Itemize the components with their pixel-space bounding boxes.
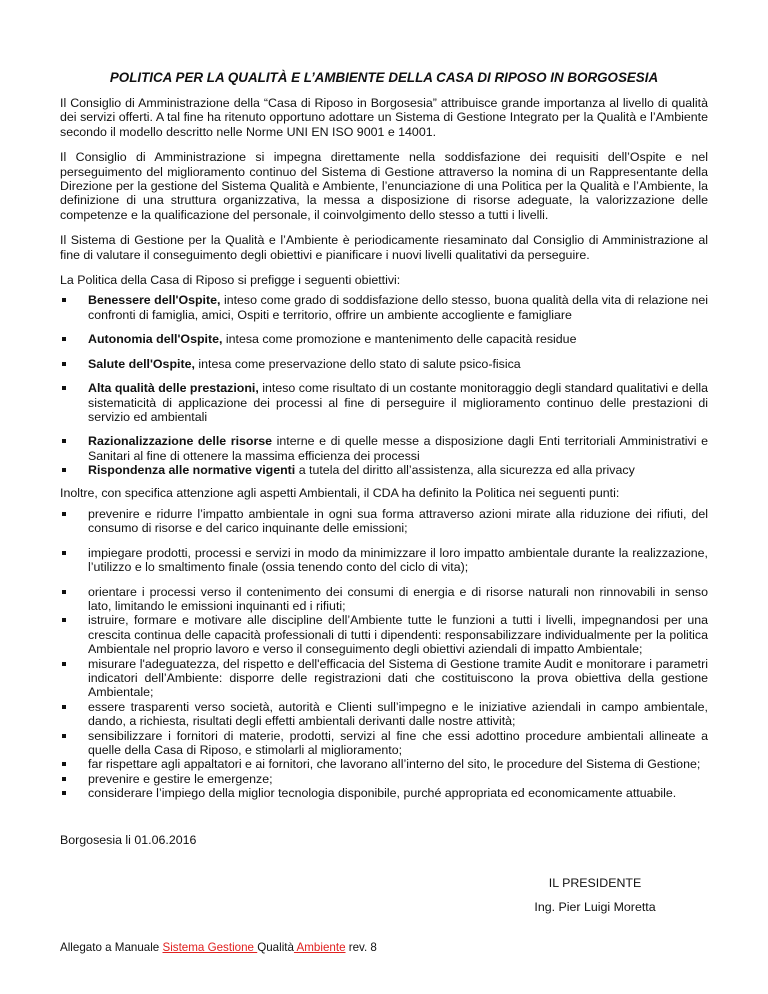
document-body xyxy=(60,96,708,847)
list-item: Razionalizzazione delle risorse interne e di quelle messe a disposizione dagli Enti territoriali Amministrativi e Sanitari al fine di ottenere la massima efficienza dei processi xyxy=(60,434,708,463)
objectives-intro: La Politica della Casa di Riposo si prefigge i seguenti obiettivi: xyxy=(60,273,401,288)
tracked-change: Sistema Gestione xyxy=(162,941,258,954)
objectives-list xyxy=(60,293,708,477)
list-item: misurare l'adeguatezza, del rispetto e dell'efficacia del Sistema di Gestione tramite Audit e monitorare i parametri indicatori dell’Ambiente: disporre delle registrazioni dati che costituiscono la prova obiettiva della gestione Ambientale; xyxy=(60,657,708,700)
signature-role: IL PRESIDENTE xyxy=(548,876,642,890)
intro-paragraph-2: Il Consiglio di Amministrazione si impegna direttamente nella soddisfazione dei requisiti dell’Ospite e nel perseguimento del miglioramento continuo del Sistema di Gestione attraverso la nomina di un Rappresentante della Direzione per la gestione del Sistema Qualità e Ambiente, l’enunciazione di una Politica per la Qualità e l’Ambiente, la definizione di una struttura organizzativa, la messa a disposizione di risorse adeguate, la valorizzazione delle competenze e la qualificazione del personale, il coinvolgimento dello stesso a tutti i livelli. xyxy=(60,150,708,222)
list-item: Alta qualità delle prestazioni, inteso come risultato di un costante monitoraggio degli standard qualitativi e della sistematicità di applicazione dei processi al fine di perseguire il miglioramento continuo delle prestazioni di servizio ed ambientali xyxy=(60,381,708,424)
tracked-change: Ambiente xyxy=(293,941,346,954)
list-item: Autonomia dell'Ospite, intesa come promozione e mantenimento delle capacità residue xyxy=(60,332,708,346)
list-item: considerare l’impiego della miglior tecnologia disponibile, purché appropriata ed economicamente attuabile. xyxy=(60,786,708,800)
list-item: essere trasparenti verso società, autorità e Clienti sull’impegno e le iniziative aziendali in campo ambientale, dando, a richiesta, risultati degli effetti ambientali derivanti dalle nostre attività; xyxy=(60,700,708,729)
page-footer: Allegato a Manuale Sistema Gestione Qualità Ambiente rev. 8 xyxy=(60,941,377,954)
intro-paragraph-1: Il Consiglio di Amministrazione della “Casa di Riposo in Borgosesia” attribuisce grande importanza al livello di qualità dei servizi offerti. A tal fine ha ritenuto opportuno adottare un Sistema di Gestione Integrato per la Qualità e l’Ambiente secondo il modello descritto nelle Norme UNI EN ISO 9001 e 14001. xyxy=(60,96,708,139)
list-item: prevenire e ridurre l’impatto ambientale in ogni sua forma attraverso azioni mirate alla riduzione dei rifiuti, del consumo di risorse e del carico inquinante delle emissioni; xyxy=(60,507,708,536)
list-item: impiegare prodotti, processi e servizi in modo da minimizzare il loro impatto ambientale durante la realizzazione, l’utilizzo e lo smaltimento finale (ossia tenendo conto del ciclo di vita); xyxy=(60,546,708,575)
list-item: prevenire e gestire le emergenze; xyxy=(60,772,708,786)
list-item: orientare i processi verso il contenimento dei consumi di energia e di risorse naturali non rinnovabili in senso lato, limitando le emissioni inquinanti ed i rifiuti; xyxy=(60,585,708,614)
date-line: Borgosesia li 01.06.2016 xyxy=(60,832,197,847)
signature-block xyxy=(510,876,680,915)
list-item: Benessere dell'Ospite, inteso come grado di soddisfazione dello stesso, buona qualità della vita di relazione nei confronti di famiglia, amici, Ospiti e territorio, offrire un ambiente accogliente e famigliare xyxy=(60,293,708,322)
list-item: istruire, formare e motivare alle discipline dell’Ambiente tutte le funzioni a tutti i livelli, impegnandosi per una crescita continua delle capacità professionali di tutti i dipendenti: responsabilizzare individualmente per la politica Ambientale nel proprio lavoro e verso il conseguimento degli obiettivi aziendali di impatto Ambientale; xyxy=(60,613,708,656)
environment-list xyxy=(60,507,708,801)
signature-name: Ing. Pier Luigi Moretta xyxy=(534,900,656,915)
intro-paragraph-3: Il Sistema di Gestione per la Qualità e l’Ambiente è periodicamente riesaminato dal Consiglio di Amministrazione al fine di valutare il conseguimento degli obiettivi e pianificare i nuovi livelli qualitativi da perseguire. xyxy=(60,233,708,262)
environment-intro: Inoltre, con specifica attenzione agli aspetti Ambientali, il CDA ha definito la Politica nei seguenti punti: xyxy=(60,485,620,500)
list-item: Salute dell'Ospite, intesa come preservazione dello stato di salute psico-fisica xyxy=(60,357,708,371)
list-item: Rispondenza alle normative vigenti a tutela del diritto all’assistenza, alla sicurezza ed alla privacy xyxy=(60,463,708,477)
document-title: POLITICA PER LA QUALITÀ E L’AMBIENTE DELLA CASA DI RIPOSO IN BORGOSESIA xyxy=(109,70,659,85)
list-item: far rispettare agli appaltatori e ai fornitori, che lavorano all’interno del sito, le procedure del Sistema di Gestione; xyxy=(60,757,708,771)
list-item: sensibilizzare i fornitori di materie, prodotti, servizi al fine che essi adottino procedure ambientali allineate a quelle della Casa di Riposo, e stimolarli al miglioramento; xyxy=(60,729,708,758)
